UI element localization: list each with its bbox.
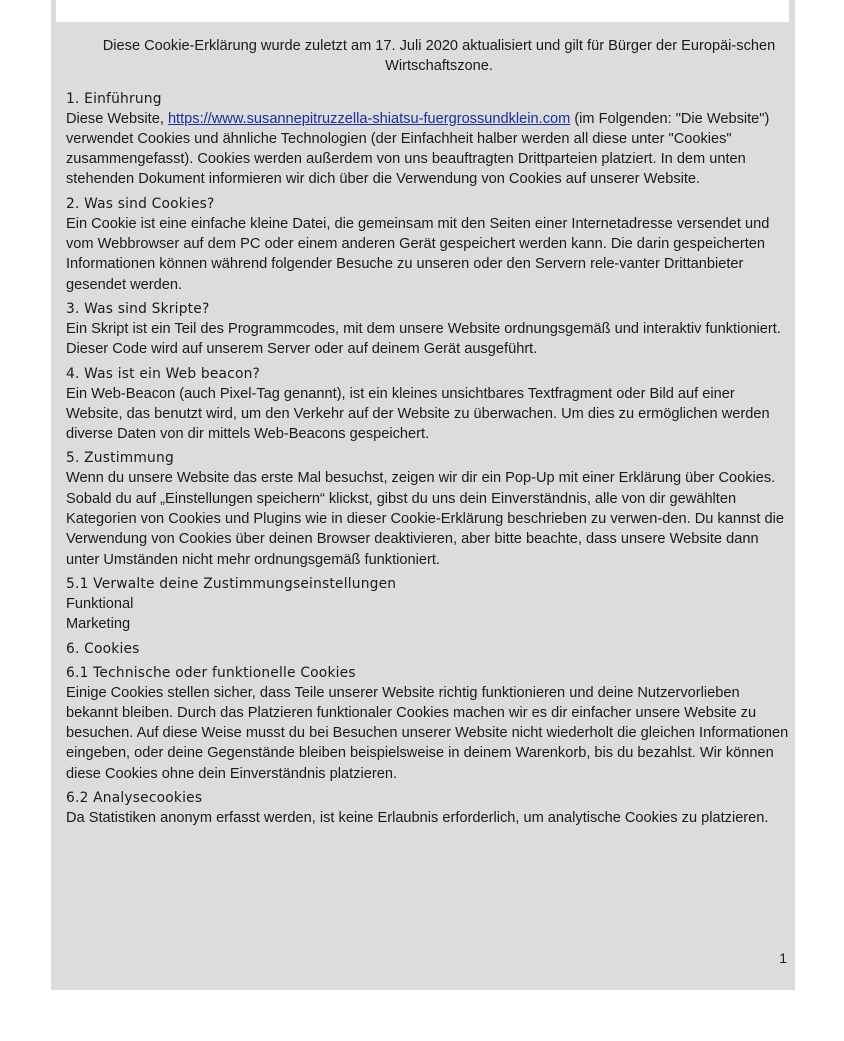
text-before-link: Diese Website, [66, 110, 168, 127]
section-text-zustimmung: Wenn du unsere Website das erste Mal besuchst, zeigen wir dir ein Pop-Up mit einer Erklärung über Cookies. Sobald du auf „Einstellungen speichern“ klickst, gibst du uns dein Einverständnis, alle von dir gewählten Kategorien von Cookies und Plugins wie in dieser Cookie-Erklärung beschrieben zu verwen-den. Du kannst die Verwendung von Cookies über deinen Browser deaktivieren, aber bitte beachte, dass unsere Website dann unter Umständen nicht mehr ordnungsgemäß funktioniert. [66, 470, 784, 568]
section-text-skripte: Ein Skript ist ein Teil des Programmcodes, mit dem unsere Website ordnungsgemäß und interaktiv funktioniert. Dieser Code wird auf unserem Server oder auf deinem Gerät ausgeführt. [66, 320, 781, 358]
section-text-web-beacon: Ein Web-Beacon (auch Pixel-Tag genannt), ist ein kleines unsichtbares Textfragment oder Bild auf einer Website, das benutzt wird, um den Verkehr auf der Website zu überwachen. Um dies zu ermöglichen werden diverse Daten von dir mittels Web-Beacons gespeichert. [66, 385, 770, 443]
section-heading-skripte: 3. Was sind Skripte? [66, 300, 210, 317]
section-heading-funktionelle-cookies: 6.1 Technische oder funktionelle Cookies [66, 664, 356, 681]
text-after-link: (im Folgenden: "Die Website") verwendet Cookies und ähnliche Technologien (der Einfachheit halber werden all diese unter "Cookies" zusammengefasst). Cookies werden außerdem von uns beauftragten Drittparteien platziert. In dem unten stehenden Dokument informieren wir dich über die Verwendung von Cookies auf unserer Website. [66, 110, 770, 188]
section-heading-zustimmung: 5. Zustimmung [66, 450, 174, 467]
page-number: 1 [779, 950, 787, 966]
section-heading-einfuehrung: 1. Einführung [66, 90, 162, 107]
consent-item-funktional: Funktional [66, 595, 134, 612]
page-top-strip [56, 0, 789, 22]
consent-item-marketing: Marketing [66, 616, 131, 633]
section-heading-analysecookies: 6.2 Analysecookies [66, 790, 203, 807]
document-content [66, 36, 792, 828]
section-text-funktionelle-cookies: Einige Cookies stellen sicher, dass Teile unserer Website richtig funktionieren und deine Nutzervorlieben bekannt bleiben. Durch das Platzieren funktionaler Cookies machen wir es dir einfacher unsere Website zu besuchen. Auf diese Weise musst du bei Besuchen unserer Website nicht wiederholt die gleichen Informationen eingeben, oder deine Gegenstände bleiben beispielsweise in deinem Warenkorb, bis du bezahlst. Wir können diese Cookies ohne dein Einverständnis platzieren. [66, 684, 789, 782]
section-text-analysecookies: Da Statistiken anonym erfasst werden, ist keine Erlaubnis erforderlich, um analytische Cookies zu platzieren. [66, 810, 769, 827]
section-heading-zustimmungseinstellungen: 5.1 Verwalte deine Zustimmungseinstellungen [66, 575, 397, 592]
section-heading-cookies: 6. Cookies [66, 640, 140, 657]
section-heading-web-beacon: 4. Was ist ein Web beacon? [66, 365, 261, 382]
section-heading-cookies-definition: 2. Was sind Cookies? [66, 195, 215, 212]
section-text-cookies-definition: Ein Cookie ist eine einfache kleine Datei, die gemeinsam mit den Seiten einer Internetadresse versendet und vom Webbrowser auf dem PC oder einem anderen Gerät gespeichert werden kann. Die darin gespeicherten Informationen können während folgender Besuche zu unseren oder den Servern rele-vanter Drittanbieter gesendet werden. [66, 215, 770, 293]
website-link[interactable]: https://www.susannepitruzzella-shiatsu-fuergrossundklein.com [167, 110, 571, 127]
section-text-einfuehrung [66, 109, 792, 190]
intro-text: Diese Cookie-Erklärung wurde zuletzt am 17. Juli 2020 aktualisiert und gilt für Bürger der Europäi-schen Wirtschaftszone. [102, 38, 776, 75]
